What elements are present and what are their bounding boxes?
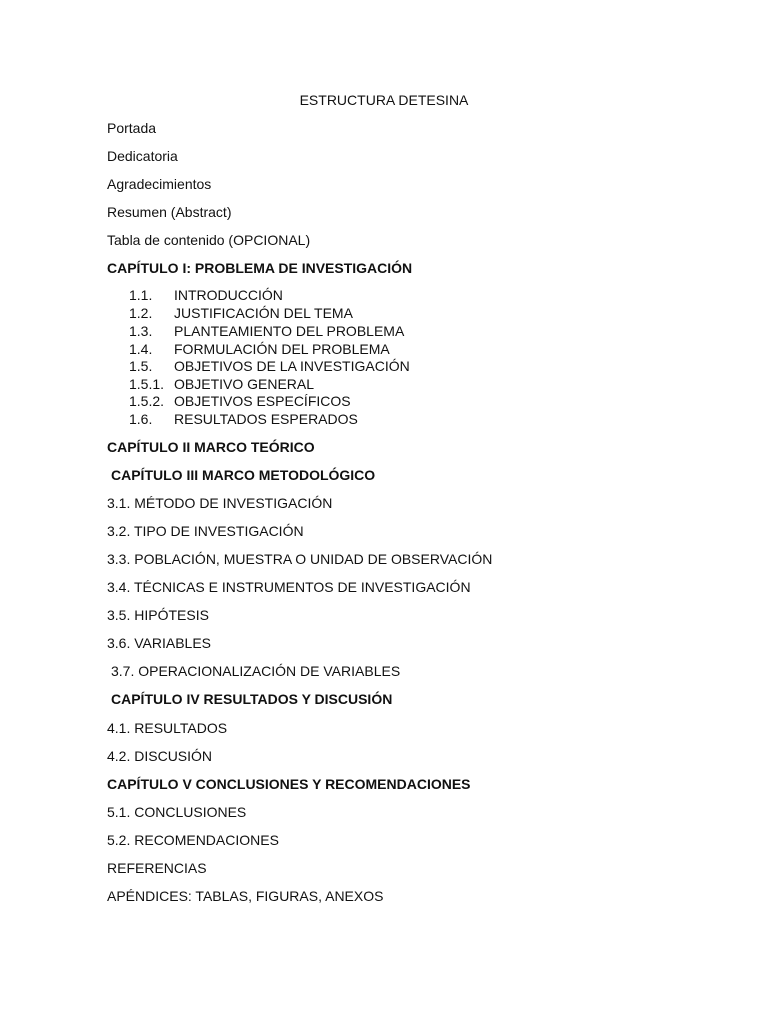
chapter-3-item: 3.6. VARIABLES <box>107 635 212 651</box>
chapter-3-item: 3.5. HIPÓTESIS <box>107 607 209 623</box>
item-number: 1.2. <box>129 305 153 321</box>
chapter-1-item <box>129 376 314 392</box>
front-matter-resumen: Resumen (Abstract) <box>107 204 232 220</box>
chapter-3-item: 3.2. TIPO DE INVESTIGACIÓN <box>107 523 304 539</box>
chapter-3-heading: CAPÍTULO III MARCO METODOLÓGICO <box>111 467 376 483</box>
item-label: FORMULACIÓN DEL PROBLEMA <box>174 341 390 357</box>
chapter-1-item <box>129 411 358 427</box>
chapter-4-item: 4.1. RESULTADOS <box>107 720 228 736</box>
chapter-4-item: 4.2. DISCUSIÓN <box>107 748 213 764</box>
chapter-5-heading: CAPÍTULO V CONCLUSIONES Y RECOMENDACIONES <box>107 776 471 792</box>
item-number: 1.5. <box>129 358 153 374</box>
item-number: 1.1. <box>129 287 153 303</box>
item-label: PLANTEAMIENTO DEL PROBLEMA <box>174 323 405 339</box>
front-matter-portada: Portada <box>107 120 157 136</box>
front-matter-tabla-contenido: Tabla de contenido (OPCIONAL) <box>107 232 311 248</box>
item-number: 1.5.1. <box>129 376 165 392</box>
front-matter-dedicatoria: Dedicatoria <box>107 148 178 164</box>
chapter-3-item: 3.7. OPERACIONALIZACIÓN DE VARIABLES <box>111 663 401 679</box>
item-label: RESULTADOS ESPERADOS <box>174 411 358 427</box>
back-matter-referencias: REFERENCIAS <box>107 860 207 876</box>
chapter-3-item: 3.1. MÉTODO DE INVESTIGACIÓN <box>107 495 333 511</box>
item-label: OBJETIVOS DE LA INVESTIGACIÓN <box>174 358 410 374</box>
item-number: 1.3. <box>129 323 153 339</box>
item-label: OBJETIVOS ESPECÍFICOS <box>174 393 351 409</box>
document-title: ESTRUCTURA DETESINA <box>299 92 469 108</box>
chapter-1-item <box>129 393 351 409</box>
chapter-1-item <box>129 323 404 339</box>
chapter-1-item <box>129 341 390 357</box>
item-label: INTRODUCCIÓN <box>174 287 283 303</box>
chapter-3-item: 3.3. POBLACIÓN, MUESTRA O UNIDAD DE OBSERVACIÓN <box>107 551 493 567</box>
chapter-5-item: 5.2. RECOMENDACIONES <box>107 832 279 848</box>
chapter-3-item: 3.4. TÉCNICAS E INSTRUMENTOS DE INVESTIGACIÓN <box>107 579 471 595</box>
item-label: JUSTIFICACIÓN DEL TEMA <box>174 305 353 321</box>
chapter-1-item <box>129 305 353 321</box>
chapter-1-item <box>129 358 410 374</box>
item-label: OBJETIVO GENERAL <box>174 376 315 392</box>
chapter-1-item <box>129 287 283 303</box>
chapter-2-heading: CAPÍTULO II MARCO TEÓRICO <box>107 439 315 455</box>
chapter-1-heading: CAPÍTULO I: PROBLEMA DE INVESTIGACIÓN <box>107 260 413 276</box>
item-number: 1.4. <box>129 341 153 357</box>
chapter-4-heading: CAPÍTULO IV RESULTADOS Y DISCUSIÓN <box>111 691 393 707</box>
item-number: 1.6. <box>129 411 153 427</box>
item-number: 1.5.2. <box>129 393 165 409</box>
chapter-5-item: 5.1. CONCLUSIONES <box>107 804 247 820</box>
front-matter-agradecimientos: Agradecimientos <box>107 176 212 192</box>
back-matter-apendices: APÉNDICES: TABLAS, FIGURAS, ANEXOS <box>107 888 384 904</box>
